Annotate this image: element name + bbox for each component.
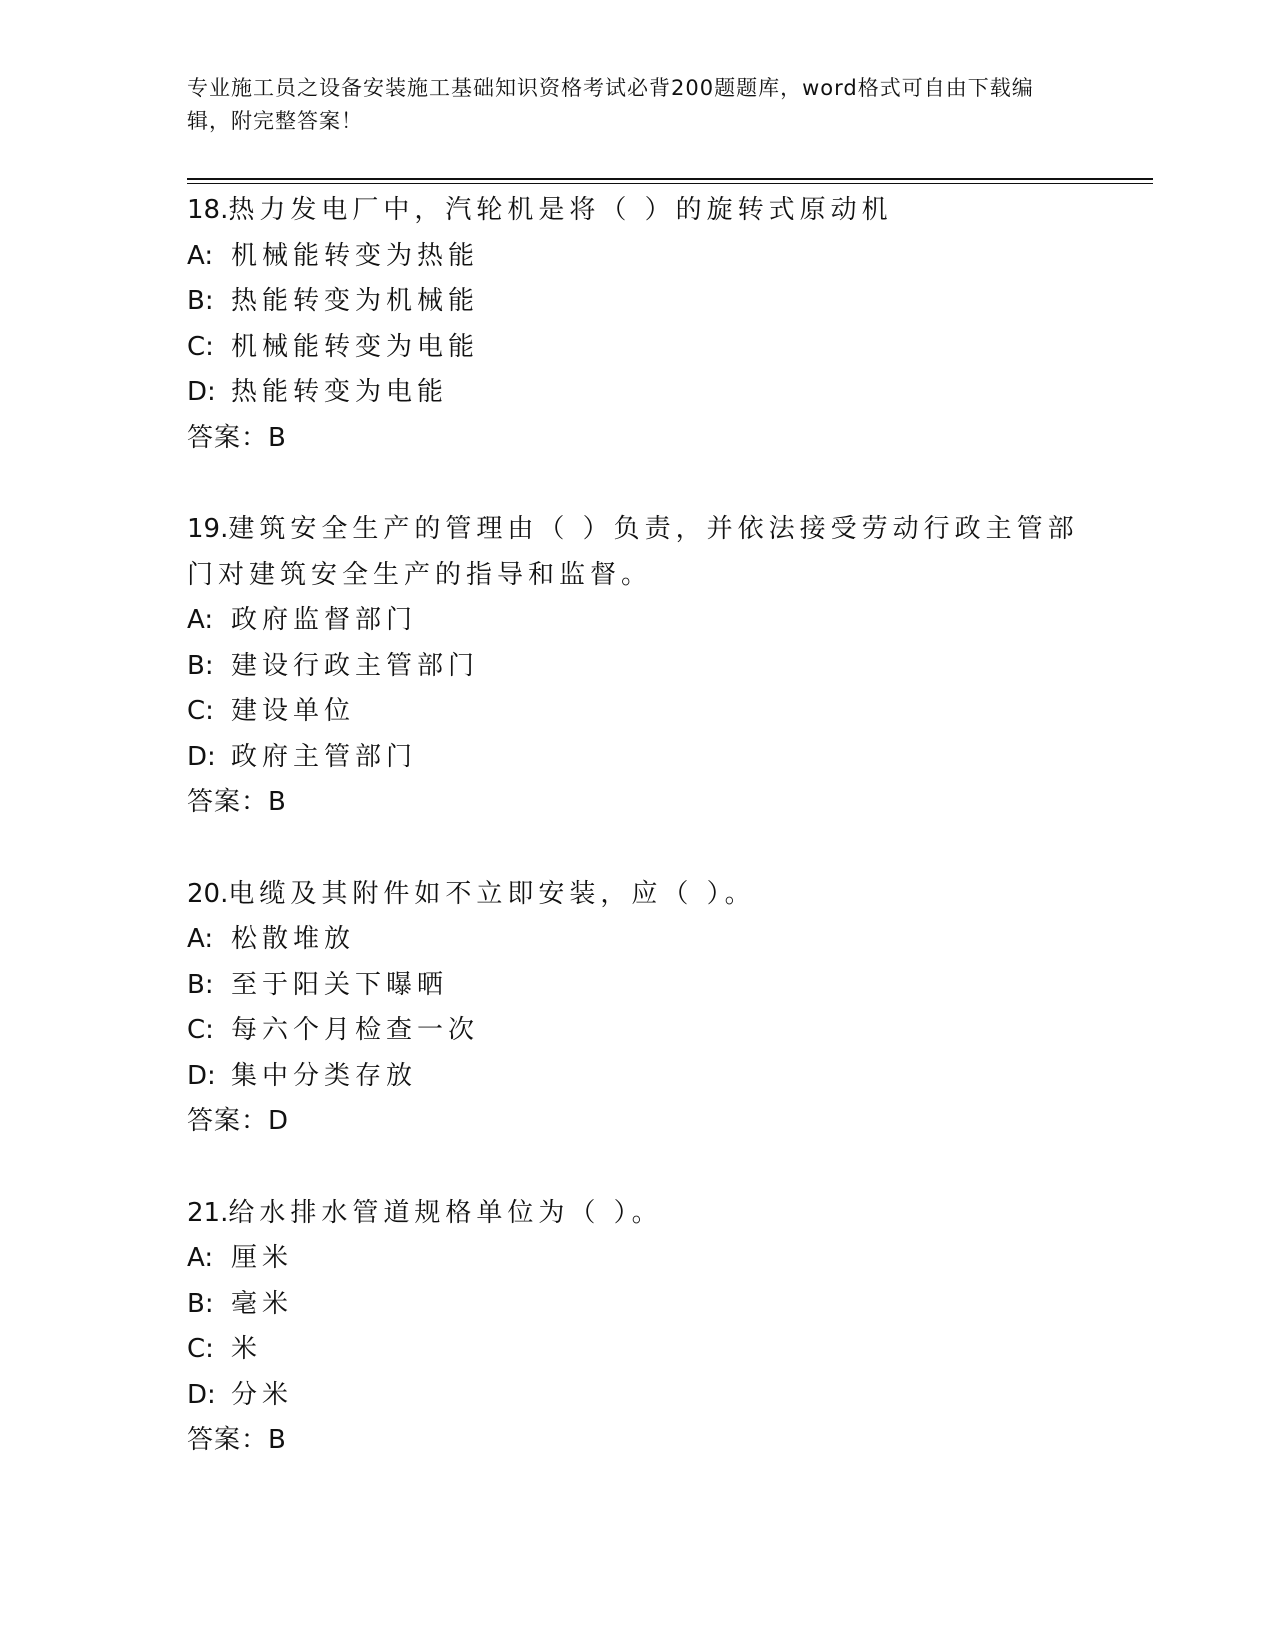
option-text: 机械能转变为热能 [231, 240, 480, 271]
option-letter: D: [187, 741, 216, 772]
answer-line: 答案：B [187, 787, 287, 817]
option-b [187, 963, 1087, 1009]
question-number: 21. [187, 1197, 229, 1228]
option-b [187, 1282, 1087, 1328]
answer-line: 答案：B [187, 1425, 287, 1455]
option-text: 米 [231, 1334, 263, 1364]
document-header: 专业施工员之设备安装施工基础知识资格考试必背200题题库，word格式可自由下载编辑，附完整答案！ [187, 76, 1034, 133]
option-a [187, 917, 1087, 963]
option-letter: B: [187, 650, 214, 681]
option-text: 集中分类存放 [231, 1060, 418, 1091]
option-d [187, 1373, 1087, 1419]
option-letter: B: [187, 286, 214, 316]
option-c [187, 1008, 1087, 1054]
question-text [187, 1191, 1087, 1237]
option-letter: B: [187, 969, 214, 1000]
question-stem: 给水排水管道规格单位为（ ）。 [228, 1197, 663, 1228]
question-text [187, 872, 1087, 918]
option-text: 毫米 [231, 1288, 294, 1319]
option-letter: D: [187, 1379, 216, 1410]
answer-line: 答案：B [187, 422, 287, 453]
option-a [187, 598, 1087, 644]
option-c [187, 1327, 1087, 1373]
question-text [187, 188, 1087, 234]
option-letter: D: [187, 1060, 216, 1091]
question-number: 20. [187, 878, 229, 909]
question-stem: 建筑安全生产的管理由（ ）负责，并依法接受劳动行政主管部门对建筑安全生产的指导和监督。 [187, 514, 1079, 590]
option-letter: A: [187, 605, 214, 635]
option-text: 热能转变为电能 [231, 377, 449, 407]
answer-line: 答案：D [187, 1106, 290, 1136]
question-list [187, 188, 1087, 1510]
question-number: 18. [187, 195, 229, 225]
option-letter: C: [187, 1334, 214, 1364]
option-letter: B: [187, 1288, 214, 1319]
option-text: 分米 [231, 1379, 294, 1410]
header-divider-thick [187, 178, 1153, 180]
option-text: 厘米 [231, 1243, 294, 1273]
option-a [187, 234, 1087, 280]
option-letter: D: [187, 377, 216, 407]
option-letter: A: [187, 1243, 214, 1273]
option-b [187, 644, 1087, 690]
option-text: 政府监督部门 [231, 605, 418, 635]
option-letter: C: [187, 696, 214, 726]
question-21 [187, 1191, 1087, 1464]
option-letter: C: [187, 331, 214, 362]
option-text: 机械能转变为电能 [231, 331, 480, 362]
option-a [187, 1236, 1087, 1282]
option-text: 至于阳关下曝晒 [231, 969, 449, 1000]
option-text: 每六个月检查一次 [231, 1015, 480, 1045]
question-18 [187, 188, 1087, 461]
option-b [187, 279, 1087, 325]
option-text: 政府主管部门 [231, 741, 418, 772]
question-number: 19. [187, 514, 229, 544]
question-20 [187, 872, 1087, 1145]
header-divider-thin [187, 183, 1153, 184]
option-text: 松散堆放 [231, 924, 356, 954]
option-d [187, 735, 1087, 781]
question-text [187, 507, 1087, 598]
question-19 [187, 507, 1087, 826]
question-stem: 电缆及其附件如不立即安装，应（ ）。 [228, 878, 756, 909]
option-letter: A: [187, 240, 214, 271]
option-c [187, 689, 1087, 735]
question-stem: 热力发电厂中，汽轮机是将（ ）的旋转式原动机 [228, 195, 893, 225]
option-d [187, 1054, 1087, 1100]
option-text: 建设行政主管部门 [231, 650, 480, 681]
option-text: 建设单位 [231, 696, 356, 726]
option-letter: C: [187, 1015, 214, 1045]
option-letter: A: [187, 924, 214, 954]
option-text: 热能转变为机械能 [231, 286, 480, 316]
option-d [187, 370, 1087, 416]
option-c [187, 325, 1087, 371]
